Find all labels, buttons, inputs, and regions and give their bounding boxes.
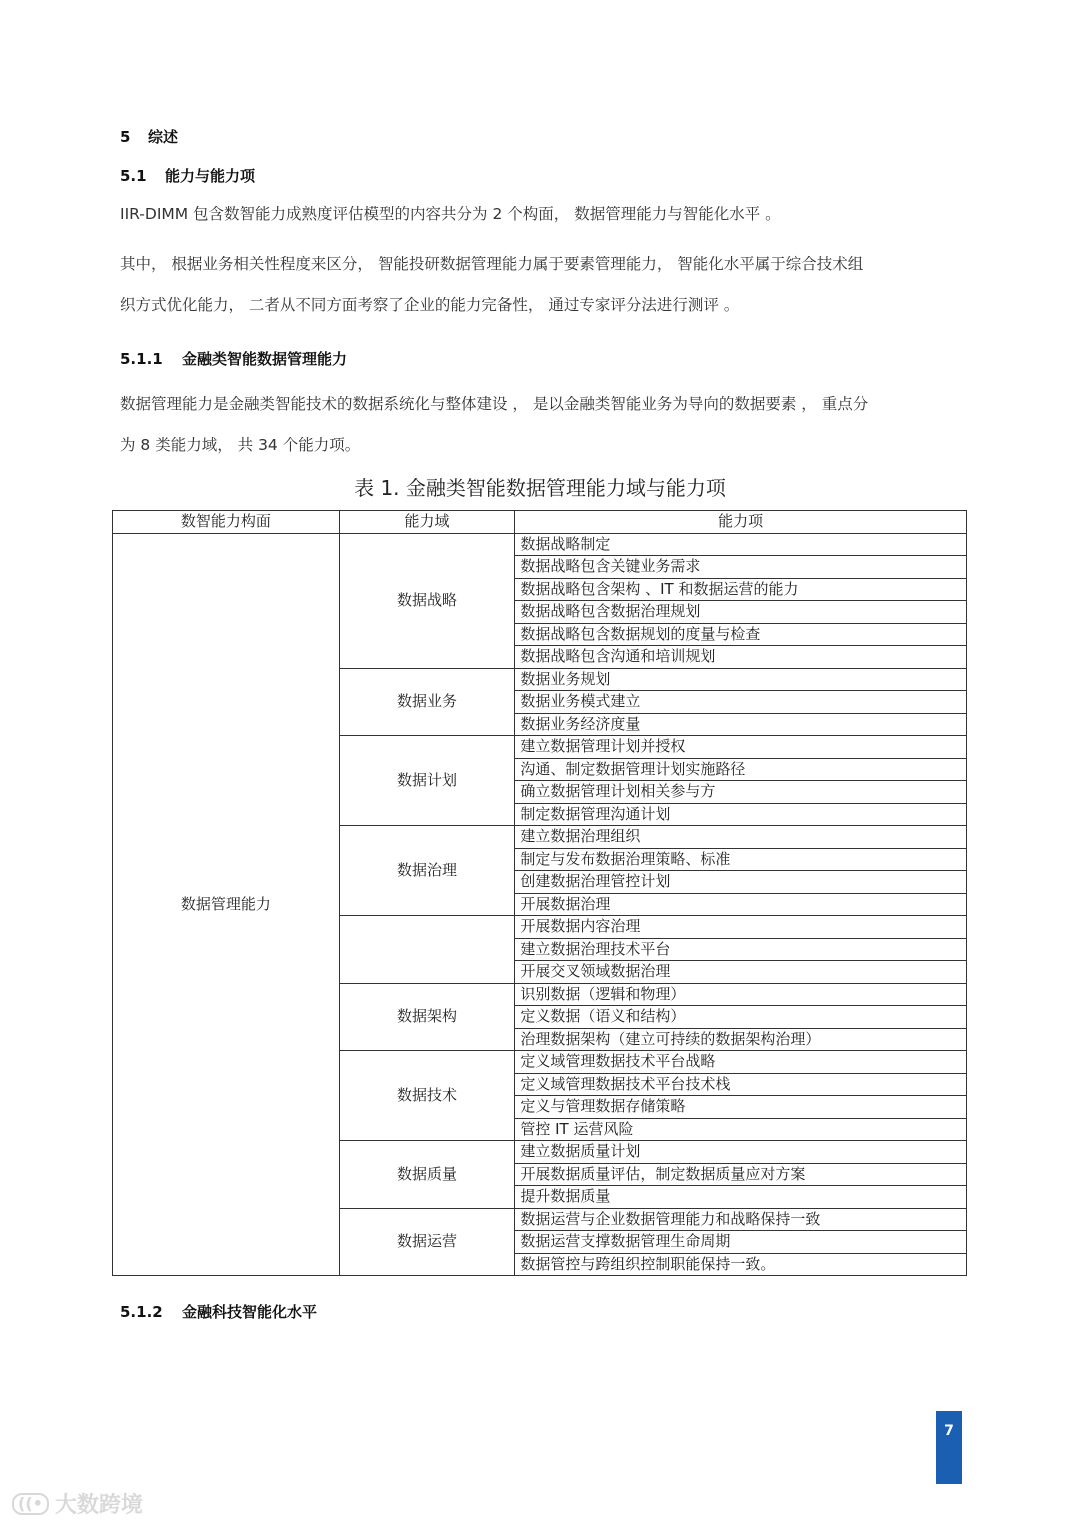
section-number: 5.1.1: [120, 350, 163, 368]
domain-cell: 数据业务: [339, 668, 515, 736]
header-dimension: 数智能力构面: [113, 511, 340, 534]
domain-cell: 数据技术: [339, 1051, 515, 1141]
paragraph-2-line-2: 织方式优化能力， 二者从不同方面考察了企业的能力完备性， 通过专家评分法进行测评 。: [120, 296, 740, 314]
item-cell: 提升数据质量: [515, 1186, 967, 1209]
paragraph-1: IIR-DIMM 包含数智能力成熟度评估模型的内容共分为 2 个构面， 数据管理能力与智能化水平 。: [120, 205, 781, 223]
item-cell: 开展数据治理: [515, 893, 967, 916]
dimension-cell: 数据管理能力: [113, 533, 340, 1276]
section-5-1-2-heading: [120, 1301, 317, 1322]
domain-cell: [339, 916, 515, 984]
section-5-1-heading: [120, 165, 255, 186]
domain-cell: 数据计划: [339, 736, 515, 826]
item-cell: 定义数据（语义和结构）: [515, 1006, 967, 1029]
item-cell: 数据战略包含数据规划的度量与检查: [515, 623, 967, 646]
item-cell: 数据战略包含沟通和培训规划: [515, 646, 967, 669]
capability-table: [112, 510, 967, 1276]
item-cell: 识别数据（逻辑和物理）: [515, 983, 967, 1006]
item-cell: 开展数据内容治理: [515, 916, 967, 939]
item-cell: 制定与发布数据治理策略、标准: [515, 848, 967, 871]
section-number: 5: [120, 128, 131, 146]
header-item: 能力项: [515, 511, 967, 534]
section-number: 5.1: [120, 167, 147, 185]
domain-cell: 数据治理: [339, 826, 515, 916]
item-cell: 沟通、制定数据管理计划实施路径: [515, 758, 967, 781]
item-cell: 数据战略包含架构 、IT 和数据运营的能力: [515, 578, 967, 601]
item-cell: 数据运营支撑数据管理生命周期: [515, 1231, 967, 1254]
item-cell: 管控 IT 运营风险: [515, 1118, 967, 1141]
paragraph-3-line-1: 数据管理能力是金融类智能技术的数据系统化与整体建设 ， 是以金融类智能业务为导向的数据要素 ， 重点分: [120, 395, 869, 413]
page-number: 7: [944, 1423, 954, 1439]
item-cell: 建立数据质量计划: [515, 1141, 967, 1164]
item-cell: 建立数据管理计划并授权: [515, 736, 967, 759]
paragraph-2-line-1: 其中， 根据业务相关性程度来区分， 智能投研数据管理能力属于要素管理能力， 智能化水平属于综合技术组: [120, 255, 864, 273]
section-5-heading: [120, 126, 178, 147]
header-domain: 能力域: [339, 511, 515, 534]
item-cell: 治理数据架构（建立可持续的数据架构治理）: [515, 1028, 967, 1051]
table-caption: 表 1. 金融类智能数据管理能力域与能力项: [354, 476, 726, 500]
item-cell: 开展数据质量评估，制定数据质量应对方案: [515, 1163, 967, 1186]
domain-cell: 数据运营: [339, 1208, 515, 1276]
section-number: 5.1.2: [120, 1303, 163, 1321]
item-cell: 制定数据管理沟通计划: [515, 803, 967, 826]
watermark-logo-icon: ((•: [12, 1493, 49, 1515]
section-title: 金融科技智能化水平: [182, 1303, 318, 1321]
section-5-1-1-heading: [120, 348, 347, 369]
item-cell: 创建数据治理管控计划: [515, 871, 967, 894]
item-cell: 建立数据治理组织: [515, 826, 967, 849]
item-cell: 数据业务经济度量: [515, 713, 967, 736]
item-cell: 数据管控与跨组织控制职能保持一致。: [515, 1253, 967, 1276]
watermark: [12, 1488, 143, 1519]
item-cell: 定义域管理数据技术平台战略: [515, 1051, 967, 1074]
table-row: [113, 533, 967, 556]
section-title: 能力与能力项: [165, 167, 256, 185]
domain-cell: 数据战略: [339, 533, 515, 668]
domain-cell: 数据质量: [339, 1141, 515, 1209]
paragraph-3-line-2: 为 8 类能力域， 共 34 个能力项。: [120, 436, 361, 454]
table-header-row: [113, 511, 967, 534]
page-number-badge: [936, 1411, 962, 1484]
item-cell: 建立数据治理技术平台: [515, 938, 967, 961]
item-cell: 定义与管理数据存储策略: [515, 1096, 967, 1119]
item-cell: 数据业务模式建立: [515, 691, 967, 714]
domain-cell: 数据架构: [339, 983, 515, 1051]
item-cell: 数据战略包含数据治理规划: [515, 601, 967, 624]
watermark-text: 大数跨境: [54, 1493, 143, 1518]
item-cell: 数据运营与企业数据管理能力和战略保持一致: [515, 1208, 967, 1231]
item-cell: 确立数据管理计划相关参与方: [515, 781, 967, 804]
section-title: 金融类智能数据管理能力: [182, 350, 348, 368]
item-cell: 开展交叉领域数据治理: [515, 961, 967, 984]
item-cell: 定义域管理数据技术平台技术栈: [515, 1073, 967, 1096]
item-cell: 数据业务规划: [515, 668, 967, 691]
section-title: 综述: [148, 128, 179, 146]
item-cell: 数据战略包含关键业务需求: [515, 556, 967, 579]
item-cell: 数据战略制定: [515, 533, 967, 556]
